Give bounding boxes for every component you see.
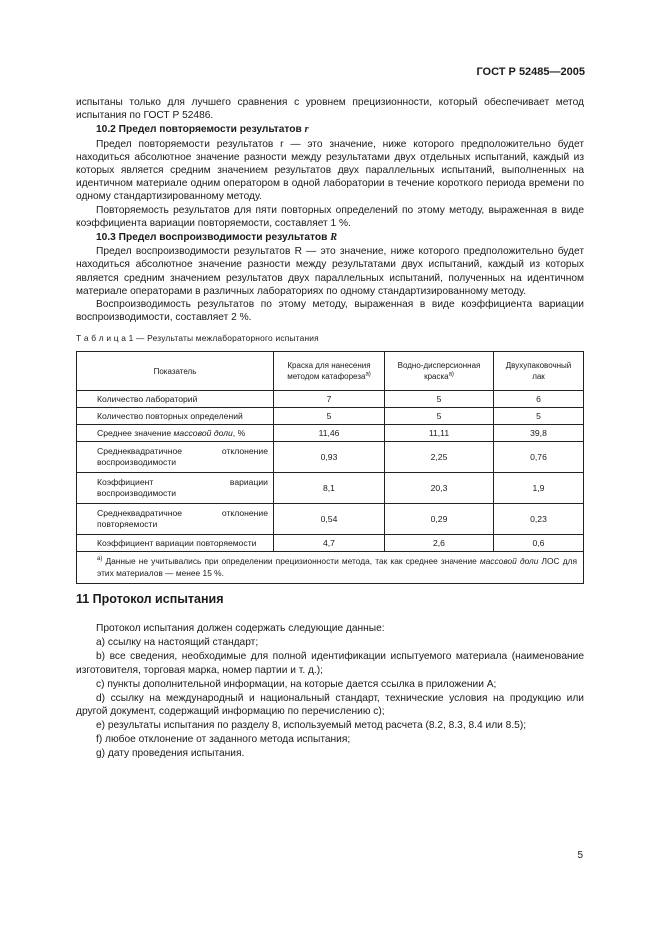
table-header-row xyxy=(77,352,584,391)
table-caption: Т а б л и ц а 1 — Результаты межлабораторного испытания xyxy=(76,333,319,343)
cell: 20,3 xyxy=(385,473,494,504)
subsection-10-3-title: 10.3 Предел воспроизводимости результатов R xyxy=(96,232,337,244)
cell: 11,11 xyxy=(385,425,494,442)
paragraph: Воспроизводимость результатов по этому методу, выраженная в виде коэффициента вариации воспроизводимости, составляет 2 %. xyxy=(76,299,584,324)
results-table xyxy=(76,351,584,584)
row-label: Среднеквадратичное отклонение повторяемости xyxy=(77,504,274,535)
row-label: Количество повторных определений xyxy=(77,408,274,425)
cell: 2,25 xyxy=(385,442,494,473)
paragraph: Предел воспроизводимости результатов R — это значение, ниже которого предположительно будет находиться абсолютное значение разности между результатами двух испытаний, каждый из которых является средним значением результатов двух параллельных испытаний, полученных на идентичном материале операторами в различных лабораториях по одному стандартизированному методу. xyxy=(76,246,584,297)
table-footnote: $^{а)}$ Данные не учитывались при определении прецизионности метода, так как среднее значение массовой доли ЛОС для этих материалов — менее 15 %. xyxy=(77,552,584,584)
symbol-r: r xyxy=(304,124,309,136)
table-footnote-row xyxy=(77,552,584,584)
cell: 5 xyxy=(274,408,385,425)
cell: 5 xyxy=(385,408,494,425)
cell: 0,93 xyxy=(274,442,385,473)
table-row xyxy=(77,535,584,552)
section-11-title: 11 Протокол испытания xyxy=(76,592,224,606)
row-label: Среднеквадратичное отклонение воспроизводимости xyxy=(77,442,274,473)
list-item: g) дату проведения испытания. xyxy=(96,748,245,760)
cell: 0,6 xyxy=(494,535,584,552)
cell: 0,23 xyxy=(494,504,584,535)
list-item: c) пункты дополнительной информации, на которые дается ссылка в приложении А; xyxy=(96,678,497,690)
row-label: Количество лабораторий xyxy=(77,391,274,408)
cell: 7 xyxy=(274,391,385,408)
table-row xyxy=(77,425,584,442)
cell: 6 xyxy=(494,391,584,408)
cell: 1,9 xyxy=(494,473,584,504)
table-row xyxy=(77,391,584,408)
paragraph: Предел повторяемости результатов r — это значение, ниже которого предположительно будет находиться абсолютное значение разности между результатами двух отдельных испытаний, каждый из которых является средним значением результатов двух параллельных испытаний, выполненных на идентичном материале одним оператором в одной лаборатории в течение короткого периода времени по одному стандартизированному методу. xyxy=(76,138,584,203)
list-item: d) ссылку на международный и национальный стандарт, технические условия на продукцию или другой документ, содержащий информацию по перечислению с); xyxy=(76,692,584,718)
table-row xyxy=(77,408,584,425)
document-code: ГОСТ Р 52485—2005 xyxy=(476,66,585,78)
row-label: Коэффициент вариации повторяемости xyxy=(77,535,274,552)
symbol-R: R xyxy=(330,232,337,244)
list-item: b) все сведения, необходимые для полной идентификации испытуемого материала (наименование изготовителя, торговая марка, номер партии и т. д.); xyxy=(76,650,584,676)
cell: 5 xyxy=(385,391,494,408)
cell: 2,6 xyxy=(385,535,494,552)
list-item: f) любое отклонение от заданного метода испытания; xyxy=(96,734,351,746)
cell: 0,29 xyxy=(385,504,494,535)
list-item: e) результаты испытания по разделу 8, используемый метод расчета (8.2, 8.3, 8.4 или 8.5); xyxy=(96,720,527,732)
cell: 0,54 xyxy=(274,504,385,535)
column-header: Водно-дисперсионная краска$^{а)}$ xyxy=(385,352,494,391)
subsection-10-2-title: 10.2 Предел повторяемости результатов r xyxy=(96,124,309,136)
column-header: Показатель xyxy=(77,352,274,391)
list-intro: Протокол испытания должен содержать следующие данные: xyxy=(96,623,385,634)
table-row xyxy=(77,473,584,504)
column-header: Двухупаковочный лак xyxy=(494,352,584,391)
column-header: Краска для нанесения методом катафореза$^{а)}$ xyxy=(274,352,385,391)
section-11-body xyxy=(76,622,584,761)
paragraph: Повторяемость результатов для пяти повторных определений по этому методу, выраженная в виде коэффициента вариации повторяемости, составляет 1 %. xyxy=(76,204,584,229)
cell: 8,1 xyxy=(274,473,385,504)
row-label: Коэффициент вариации воспроизводимости xyxy=(77,473,274,504)
cell: 5 xyxy=(494,408,584,425)
cell: 11,46 xyxy=(274,425,385,442)
cell: 4,7 xyxy=(274,535,385,552)
list-item: a) ссылку на настоящий стандарт; xyxy=(96,636,259,648)
table-row xyxy=(77,442,584,473)
row-label: Среднее значение массовой доли, % xyxy=(77,425,274,442)
cell: 39,8 xyxy=(494,425,584,442)
intro-paragraph: испытаны только для лучшего сравнения с уровнем прецизионности, который обеспечивает метод испытания по ГОСТ Р 52486. xyxy=(76,97,584,122)
section-10-body xyxy=(76,96,584,324)
cell: 0,76 xyxy=(494,442,584,473)
page-number: 5 xyxy=(577,850,583,861)
table-row xyxy=(77,504,584,535)
